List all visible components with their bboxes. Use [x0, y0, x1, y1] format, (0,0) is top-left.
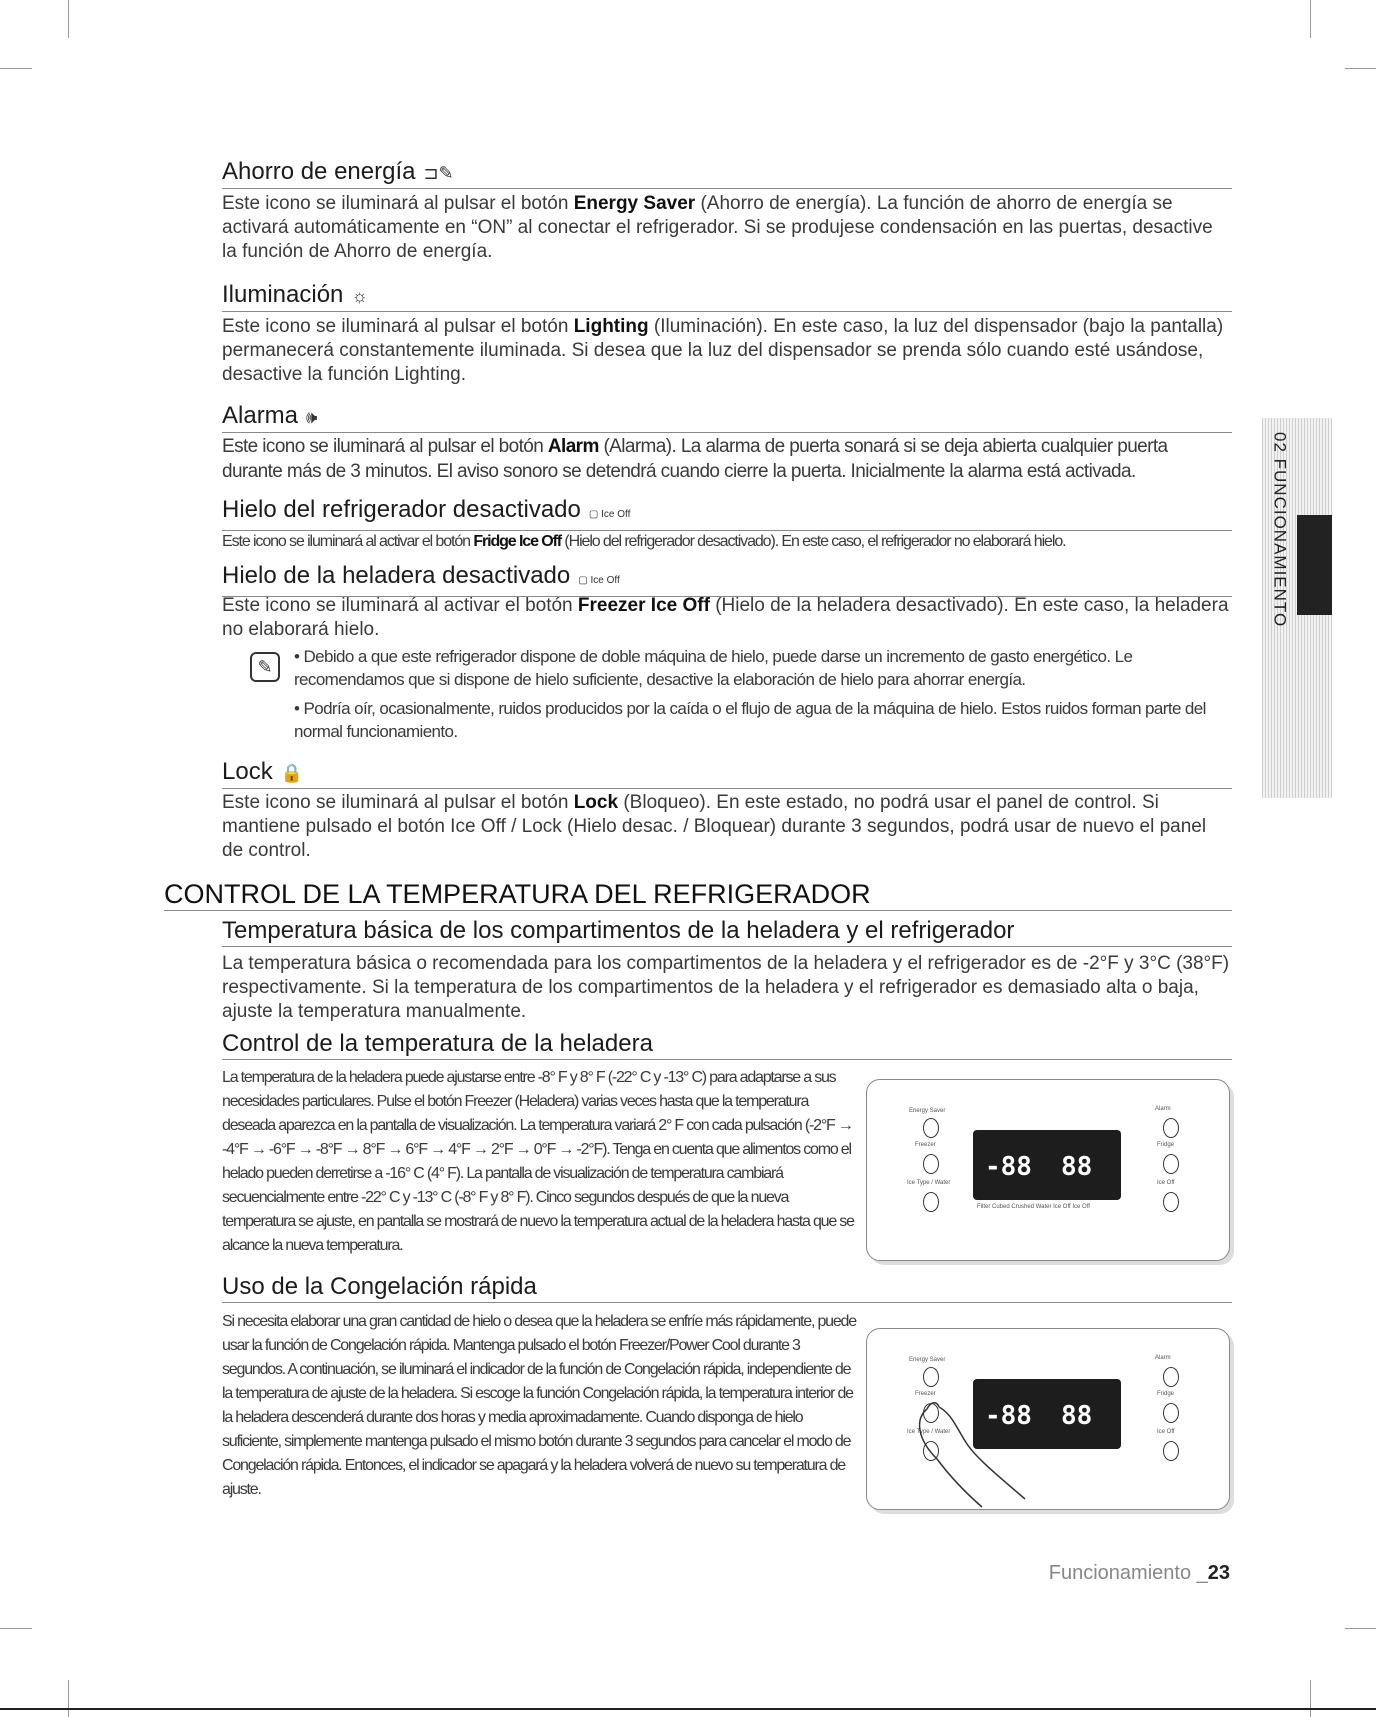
crop-mark	[68, 1680, 69, 1717]
crop-mark	[1345, 68, 1376, 69]
freezer-ice-off-heading: Hielo de la heladera desactivado ▢ Ice Off	[222, 562, 1232, 597]
basic-temp-text: La temperatura básica o recomendada para los compartimentos de la heladera y el refrigerador es de -2°F y 3°C (38°F) respectivamente. Si la temperatura de los compartimentos de la heladera y el refrigerador es demasiado alta o baja, ajuste la temperatura manualmente.	[222, 953, 1230, 1022]
side-tab-label: 02 FUNCIONAMIENTO	[1270, 432, 1290, 628]
button-icon	[923, 1118, 939, 1138]
crop-mark	[1345, 1628, 1376, 1629]
freezer-control-heading: Control de la temperatura de la heladera	[222, 1030, 1232, 1060]
side-tab-marker	[1297, 515, 1332, 615]
control-panel-diagram	[866, 1328, 1230, 1510]
button-icon	[1163, 1403, 1179, 1423]
control-panel-diagram	[866, 1079, 1230, 1261]
lighting-text: Este icono se iluminará al pulsar el botón Lighting (Iluminación). En este caso, la luz del dispensador (bajo la pantalla) permanecerá constantemente iluminada. Si desea que la luz del dispensador se prenda sólo cuando esté usándose, desactive la función Lighting.	[222, 316, 1224, 385]
quick-freeze-text: Si necesita elaborar una gran cantidad de hielo o desea que la heladera se enfríe más rápidamente, puede usar la función de Congelación rápida. Mantenga pulsado el botón Freezer/Power Cool durante 3 segundos. A continuación, se iluminará el indicador de la función de Congelación rápida, independiente de la temperatura de ajuste de la heladera. Si escoge la función Congelación rápida, la temperatura interior de la heladera descenderá durante dos horas y media aproximadamente. Cuando disponga de hielo suficiente, simplemente mantenga pulsado el mismo botón durante 3 segundos para cancelar el modo de Congelación rápida. Entonces, el indicador se apagará y la heladera volverá de nuevo su temperatura de ajuste.	[222, 1313, 856, 1498]
crop-mark	[68, 0, 69, 38]
note-item: • Debido a que este refrigerador dispone de doble máquina de hielo, puede darse un incremento de gasto energético. Le recomendamos que si dispone de hielo suficiente, desactive la elaboración de hielo para ahorrar energía.	[294, 647, 1133, 689]
energy-saver-label: Energy Saver	[909, 1108, 946, 1114]
alarm-icon: 🕪	[306, 407, 318, 427]
fridge-ice-off-heading: Hielo del refrigerador desactivado ▢ Ice Off	[222, 496, 1232, 531]
bottom-rule	[0, 1708, 1376, 1710]
button-icon	[1163, 1154, 1179, 1174]
button-icon	[923, 1154, 939, 1174]
ice-off-label: Ice Off	[1157, 1429, 1175, 1435]
main-heading: CONTROL DE LA TEMPERATURA DEL REFRIGERADOR	[164, 878, 1232, 911]
lighting-icon: ☼	[351, 286, 368, 306]
button-icon	[1163, 1192, 1179, 1212]
fridge-temp-display: 88	[1061, 1152, 1093, 1182]
lcd-display	[973, 1130, 1121, 1200]
basic-temp-heading: Temperatura básica de los compartimentos de la heladera y el refrigerador	[222, 917, 1232, 947]
energy-saver-text: Este icono se iluminará al pulsar el botón Energy Saver (Ahorro de energía). La función de ahorro de energía se activará automáticamente en “ON” al conectar el refrigerador. Si se produjese condensación en las puertas, desactive la función de Ahorro de energía.	[222, 193, 1213, 262]
button-icon	[1163, 1441, 1179, 1461]
alarm-label: Alarm	[1155, 1355, 1171, 1361]
ice-off-icon: ▢ Ice Off	[578, 575, 620, 586]
freezer-ice-off-text: Este icono se iluminará al activar el botón Freezer Ice Off (Hielo de la heladera desactivado). En este caso, la heladera no elaborará hielo.	[222, 595, 1229, 640]
freezer-temp-display: -88	[985, 1152, 1032, 1182]
crop-mark	[1310, 0, 1311, 38]
button-icon	[1163, 1367, 1179, 1387]
alarm-label: Alarm	[1155, 1106, 1171, 1112]
energy-saver-label: Energy Saver	[909, 1357, 946, 1363]
note-item: • Podría oír, ocasionalmente, ruidos producidos por la caída o el flujo de agua de la máquina de hielo. Estos ruidos forman parte del normal funcionamiento.	[294, 699, 1206, 741]
alarm-heading: Alarma 🕪	[222, 402, 1232, 433]
ice-off-label: Ice Off	[1157, 1180, 1175, 1186]
panel-bottom-labels: Filter Cubed Crushed Water Ice Off Ice Off	[977, 1204, 1090, 1210]
crop-mark	[0, 1628, 32, 1629]
note-icon: ✎	[250, 652, 280, 682]
alarm-text: Este icono se iluminará al pulsar el botón Alarm (Alarma). La alarma de puerta sonará si se deja abierta cualquier puerta durante más de 3 minutos. El aviso sonoro se detendrá cuando cierre la puerta. Inicialmente la alarma está activada.	[222, 436, 1168, 482]
freezer-label: Freezer	[915, 1391, 936, 1397]
fridge-label: Fridge	[1157, 1142, 1175, 1148]
button-icon	[923, 1367, 939, 1387]
crop-mark	[1310, 1680, 1311, 1717]
freezer-temp-display: -88	[985, 1401, 1032, 1431]
fridge-label: Fridge	[1157, 1391, 1175, 1397]
fridge-temp-display: 88	[1061, 1401, 1093, 1431]
button-icon	[1163, 1118, 1179, 1138]
freezer-label: Freezer	[915, 1142, 936, 1148]
lighting-heading: Iluminación ☼	[222, 281, 1232, 312]
page-footer: Funcionamiento _23	[1048, 1562, 1230, 1584]
crop-mark	[0, 68, 32, 69]
freezer-control-text: La temperatura de la heladera puede ajustarse entre -8° F y 8° F (-22° C y -13° C) para adaptarse a sus necesidades particulares. Pulse el botón Freezer (Heladera) varias veces hasta que la temperatura deseada aparezca en la pantalla de visualización. La temperatura variará 2° F con cada pulsación (-2°F → -4°F → -6°F → -8°F → 8°F → 6°F → 4°F → 2°F → 0°F → -2°F). Tenga en cuenta que alimentos como el helado pueden derretirse a -16° C (4° F). La pantalla de visualización de temperatura cambiará secuencialmente entre -22° C y -13° C (-8° F y 8° F). Cinco segundos después de que la nueva temperatura se ajuste, en pantalla se mostrará de nuevo la temperatura actual de la heladera hasta que se alcance la nueva temperatura.	[222, 1069, 854, 1254]
fridge-ice-off-text: Este icono se iluminará al activar el botón Fridge Ice Off (Hielo del refrigerador desactivado). En este caso, el refrigerador no elaborará hielo.	[222, 533, 1066, 550]
lock-heading: Lock 🔒	[222, 758, 1232, 789]
ice-type-label: Ice Type / Water	[907, 1429, 951, 1435]
quick-freeze-heading: Uso de la Congelación rápida	[222, 1273, 1232, 1303]
lock-icon: 🔒	[280, 763, 304, 783]
energy-saver-icon: ⊐✎	[423, 163, 454, 183]
ice-off-icon: ▢ Ice Off	[588, 509, 631, 520]
lock-text: Este icono se iluminará al pulsar el botón Lock (Bloqueo). En este estado, no podrá usar el panel de control. Si mantiene pulsado el botón Ice Off / Lock (Hielo desac. / Bloquear) durante 3 segundos, podrá usar de nuevo el panel de control.	[222, 792, 1207, 861]
hand-pressing-icon	[907, 1399, 1027, 1509]
ice-type-label: Ice Type / Water	[907, 1180, 951, 1186]
energy-saver-heading: Ahorro de energía ⊐✎	[222, 158, 1232, 189]
button-icon	[923, 1192, 939, 1212]
